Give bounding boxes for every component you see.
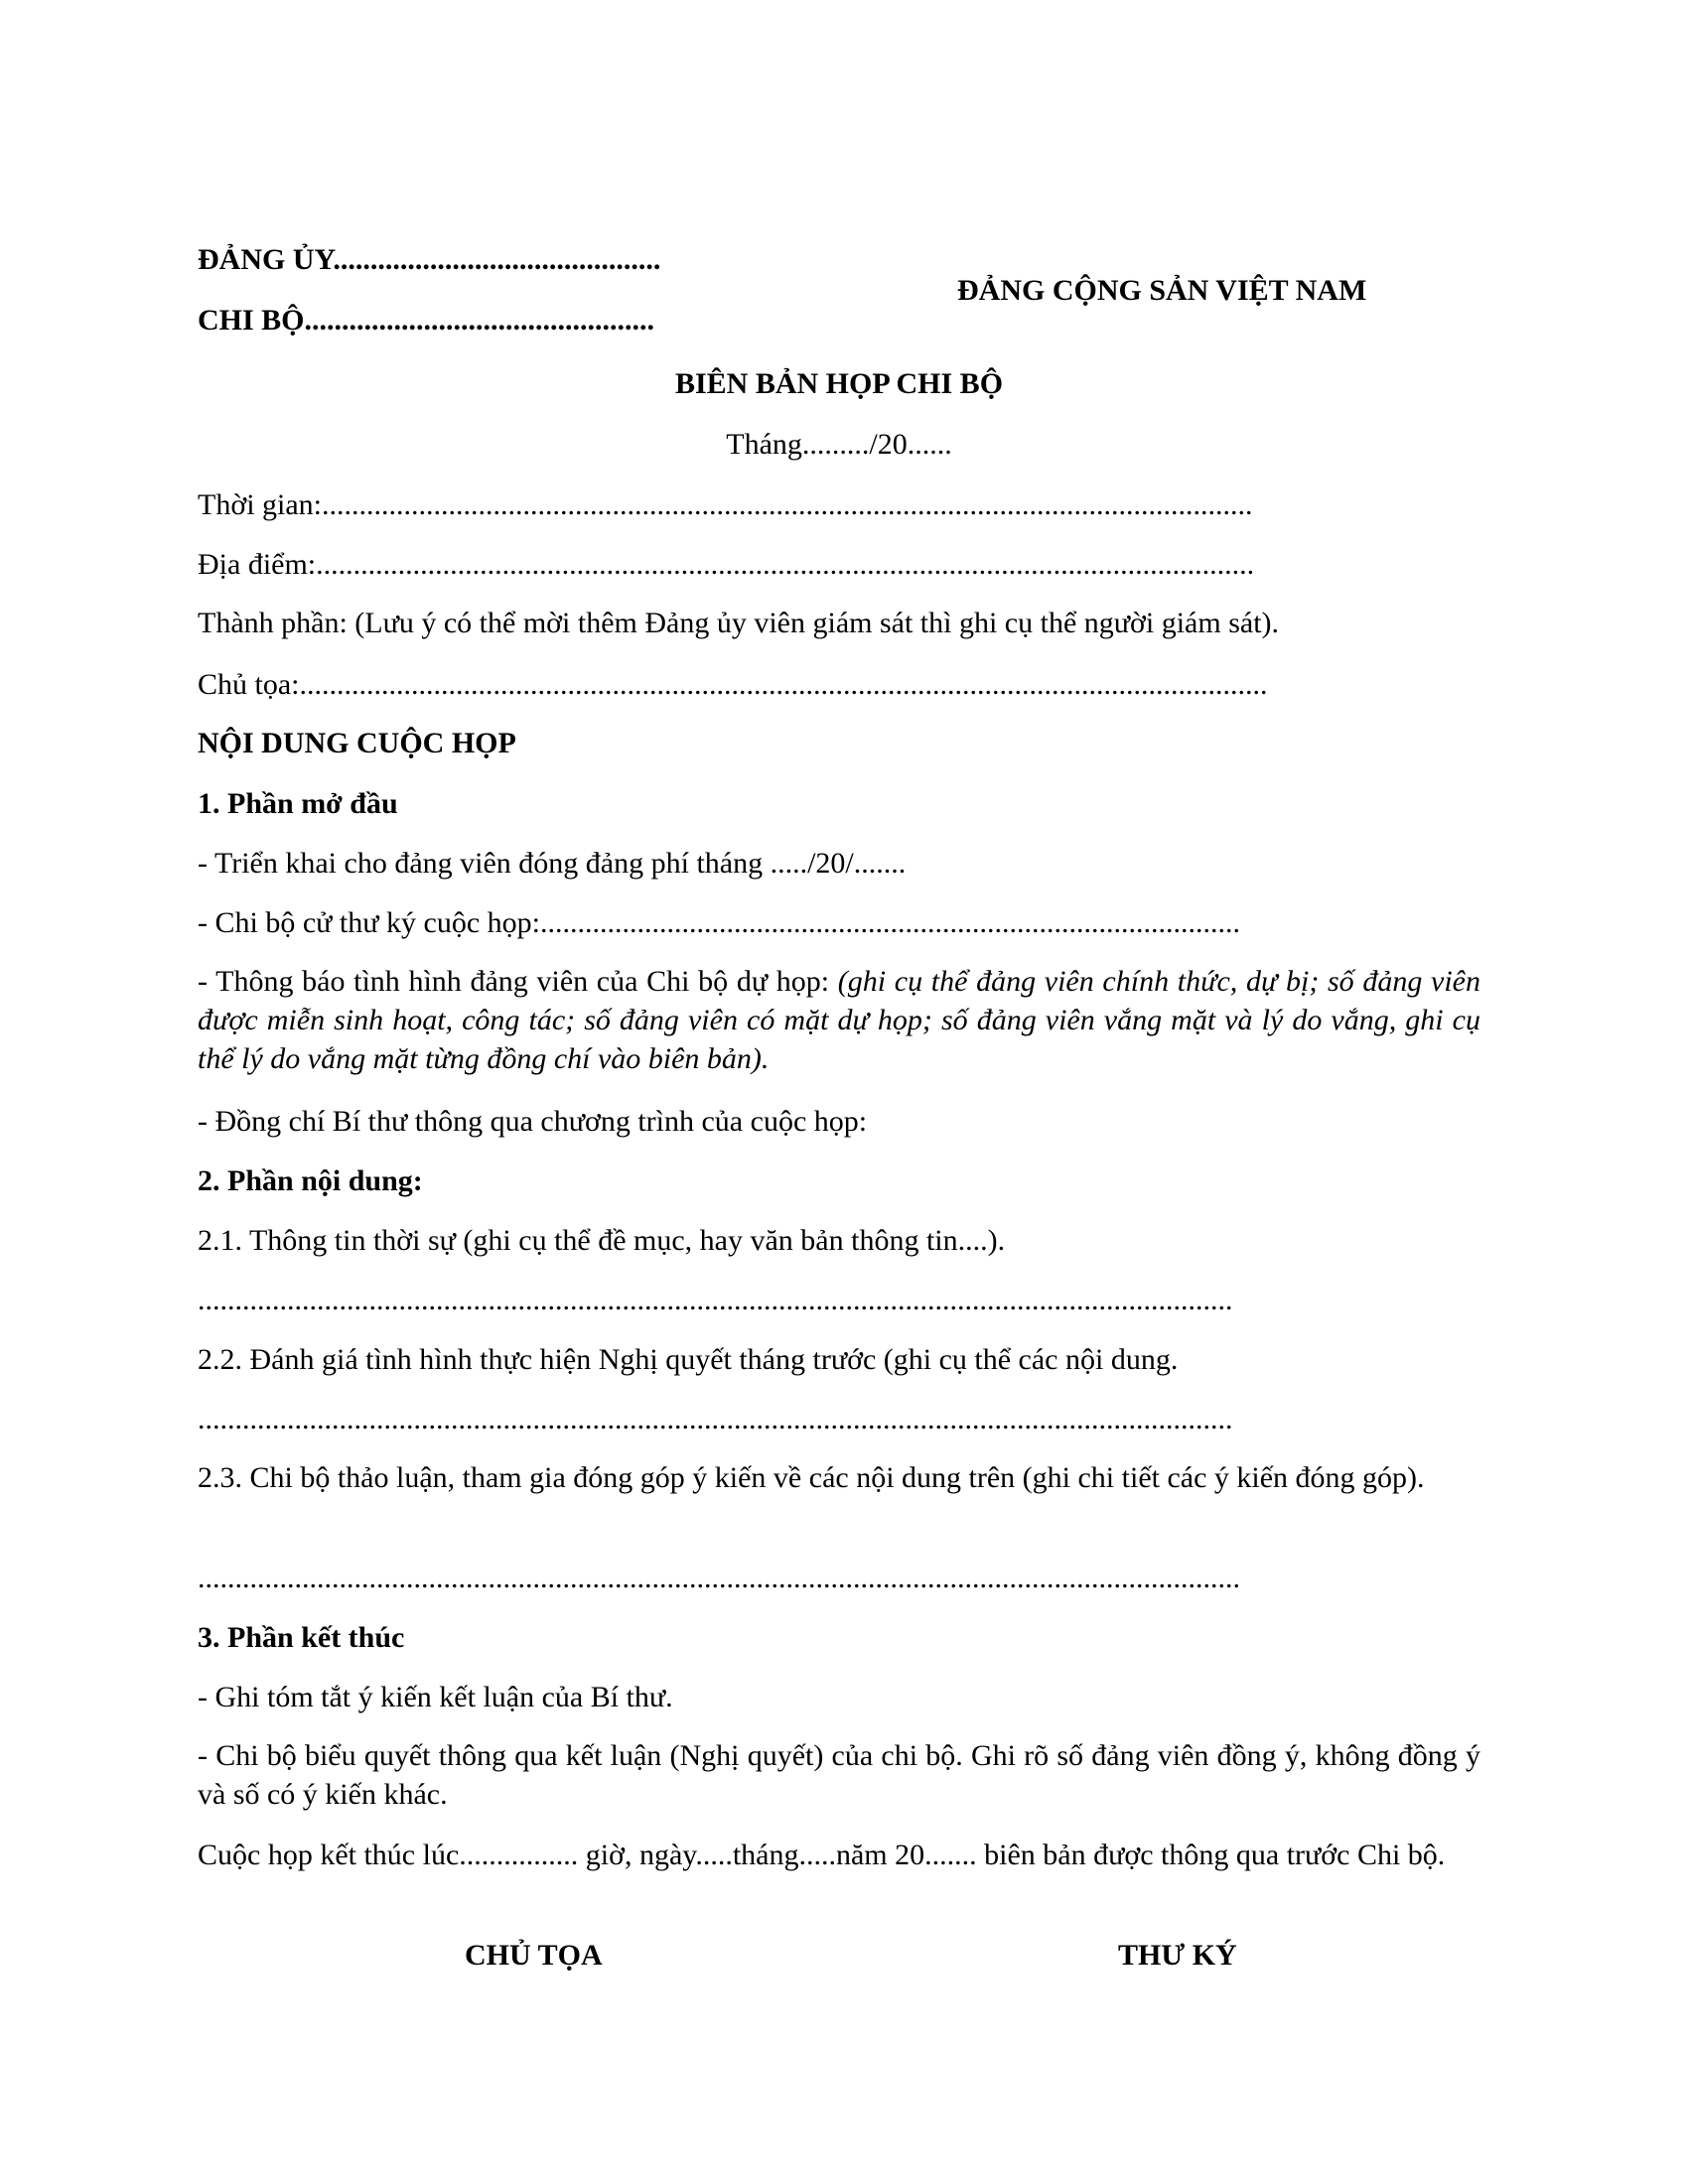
section-2-3: 2.3. Chi bộ thảo luận, tham gia đóng góp ý kiến về các nội dung trên (ghi chi tiết các ý kiến đóng góp). (198, 1461, 1425, 1494)
part3-item-vote: - Chi bộ biểu quyết thông qua kết luận (Nghị quyết) của chi bộ. Ghi rõ số đảng viên đồng ý, không đồng ý và số có ý kiến khác. (198, 1739, 1480, 1811)
part1-item-fee: - Triển khai cho đảng viên đóng đảng phí tháng ...../20/....... (198, 847, 907, 880)
signature-secretary: THƯ KÝ (1118, 1939, 1237, 1972)
section-2-3-dots: ............................................................................................................................................ (198, 1562, 1240, 1594)
part3-item-summary: - Ghi tóm tắt ý kiến kết luận của Bí thư. (198, 1681, 673, 1713)
section-2-2-dots: ........................................................................................................................................... (198, 1403, 1233, 1435)
section-2-1: 2.1. Thông tin thời sự (ghi cụ thể đề mục, hay văn bản thông tin....). (198, 1224, 1006, 1257)
part1-heading: 1. Phần mở đầu (198, 787, 398, 820)
section-2-2: 2.2. Đánh giá tình hình thực hiện Nghị quyết tháng trước (ghi cụ thể các nội dung. (198, 1343, 1179, 1376)
part1-item-agenda: - Đồng chí Bí thư thông qua chương trình của cuộc họp: (198, 1105, 868, 1138)
document-title: BIÊN BẢN HỌP CHI BỘ (674, 367, 1004, 400)
closing-statement: Cuộc họp kết thúc lúc................ giờ, ngày.....tháng.....năm 20....... biên bản được thông qua trước Chi bộ. (198, 1839, 1446, 1871)
part3-heading: 3. Phần kết thúc (198, 1621, 405, 1654)
attendance-note: (ghi cụ thể đảng viên chính thức, dự bị; số đảng viên được miễn sinh hoạt, công tác; số đảng viên có mặt dự họp; số đảng viên vắng mặt và lý do vắng, ghi cụ thể lý do vắng mặt từng đồng chí vào biên bản). (198, 965, 1480, 1075)
part1-item-attendance (198, 962, 1480, 1078)
signature-chair: CHỦ TỌA (465, 1939, 603, 1972)
month-line: Tháng........./20...... (726, 428, 952, 461)
section-2-1-dots: ........................................................................................................................................... (198, 1284, 1233, 1316)
part1-item-secretary: - Chi bộ cử thư ký cuộc họp:.............................................................................................. (198, 906, 1240, 939)
attendance-text: - Thông báo tình hình đảng viên của Chi bộ dự họp: (198, 965, 838, 998)
field-chair: Chủ tọa:.................................................................................................................................. (198, 668, 1268, 701)
field-place: Địa điểm:.............................................................................................................................. (198, 548, 1255, 581)
party-cell-line: CHI BỘ............................................... (198, 304, 655, 337)
field-time: Thời gian:............................................................................................................................. (198, 488, 1253, 521)
field-members: Thành phần: (Lưu ý có thể mời thêm Đảng ủy viên giám sát thì ghi cụ thể người giám sát). (198, 607, 1280, 639)
party-name: ĐẢNG CỘNG SẢN VIỆT NAM (957, 274, 1367, 307)
party-committee-line: ĐẢNG ỦY............................................ (198, 243, 661, 276)
part2-heading: 2. Phần nội dung: (198, 1164, 423, 1197)
content-heading: NỘI DUNG CUỘC HỌP (198, 727, 516, 759)
